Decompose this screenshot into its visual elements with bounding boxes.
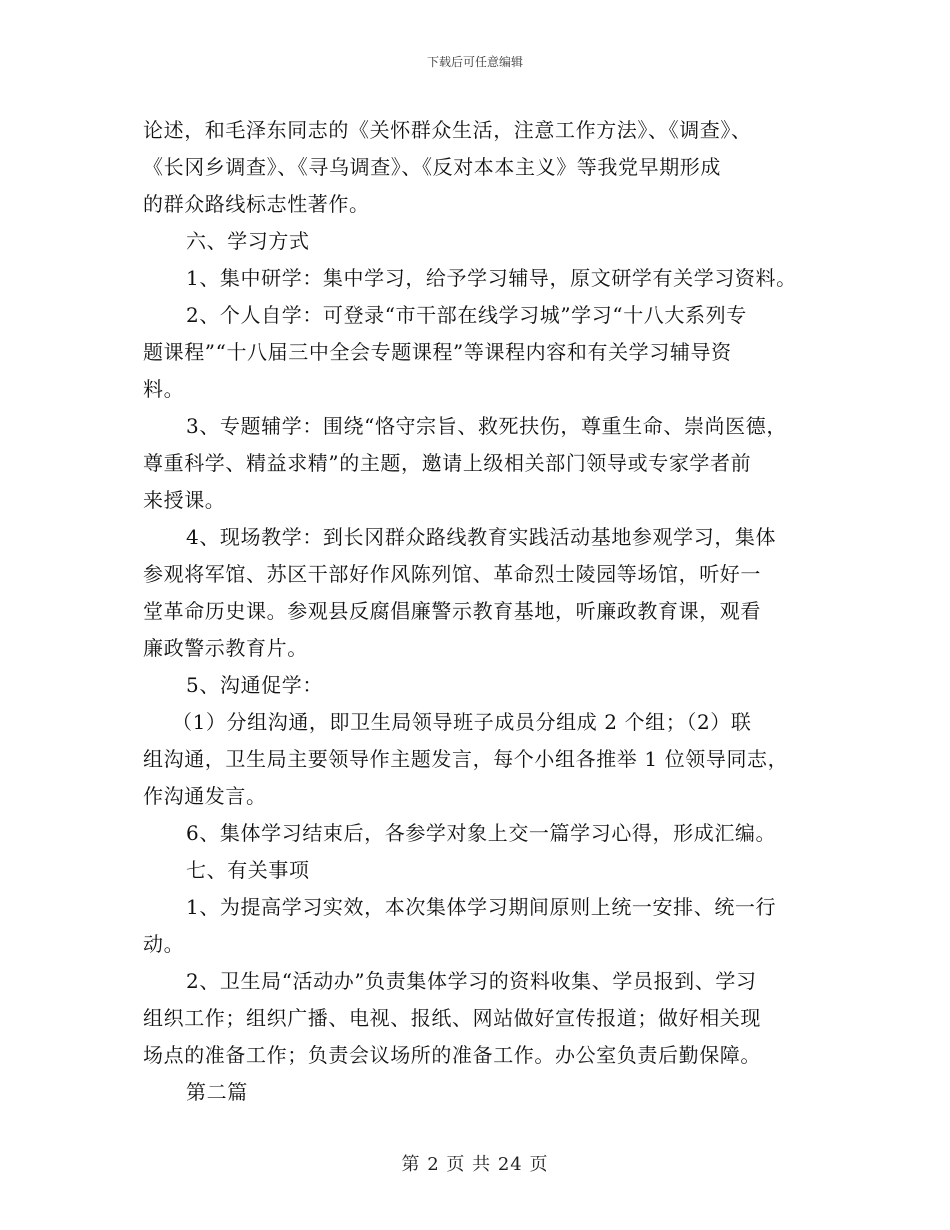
- body-line: 2、个人自学：可登录“市干部在线学习城”学习“十八大系列专: [186, 303, 747, 327]
- body-line: 4、现场教学：到长冈群众路线教育实践活动基地参观学习，集体: [186, 525, 777, 549]
- body-line: 《长冈乡调查》、《寻乌调查》、《反对本本主义》等我党早期形成: [143, 155, 721, 179]
- body-line: 动。: [143, 932, 185, 956]
- body-line: 论述，和毛泽东同志的《关怀群众生活，注意工作方法》、《调查》、: [143, 118, 752, 142]
- body-line: 场点的准备工作；负责会议场所的准备工作。办公室负责后勤保障。: [143, 1043, 761, 1067]
- body-line: 组织工作；组织广播、电视、报纸、网站做好宣传报道；做好相关现: [143, 1006, 761, 1030]
- body-line: 参观将军馆、苏区干部好作风陈列馆、革命烈士陵园等场馆，听好一: [143, 562, 761, 586]
- body-line: 尊重科学、精益求精”的主题，邀请上级相关部门领导或专家学者前: [143, 451, 752, 475]
- body-line: 1、为提高学习实效，本次集体学习期间原则上统一安排、统一行: [186, 895, 777, 919]
- section-heading: 七、有关事项: [186, 858, 310, 882]
- body-line: 6、集体学习结束后，各参学对象上交一篇学习心得，形成汇编。: [186, 821, 777, 845]
- body-line: 3、专题辅学：围绕“恪守宗旨、救死扶伤，尊重生命、崇尚医德，: [186, 414, 787, 438]
- body-line: 组沟通，卫生局主要领导作主题发言，每个小组各推举 1 位领导同志，: [143, 747, 789, 771]
- body-line: 廉政警示教育片。: [143, 636, 308, 660]
- body-line: 来授课。: [143, 488, 226, 512]
- body-line: 5、沟通促学：: [186, 673, 323, 697]
- body-line: 料。: [143, 377, 185, 401]
- body-line: （1）分组沟通，即卫生局领导班子成员分组成 2 个组；（2）联: [172, 710, 752, 734]
- body-line: 题课程”“十八届三中全会专题课程”等课程内容和有关学习辅导资: [143, 340, 732, 364]
- body-line: 作沟通发言。: [143, 784, 267, 808]
- page-header: 下载后可任意编辑: [426, 55, 523, 69]
- page-number: 第 2 页 共 24 页: [401, 1154, 549, 1175]
- body-line: 1、集中研学：集中学习，给予学习辅导，原文研学有关学习资料。: [186, 266, 797, 290]
- section-heading: 六、学习方式: [186, 229, 310, 253]
- body-line: 堂革命历史课。参观县反腐倡廉警示教育基地，听廉政教育课，观看: [143, 599, 761, 623]
- section-heading: 第二篇: [186, 1080, 248, 1104]
- body-line: 的群众路线标志性著作。: [143, 192, 370, 216]
- body-line: 2、卫生局“活动办”负责集体学习的资料收集、学员报到、学习: [186, 969, 757, 993]
